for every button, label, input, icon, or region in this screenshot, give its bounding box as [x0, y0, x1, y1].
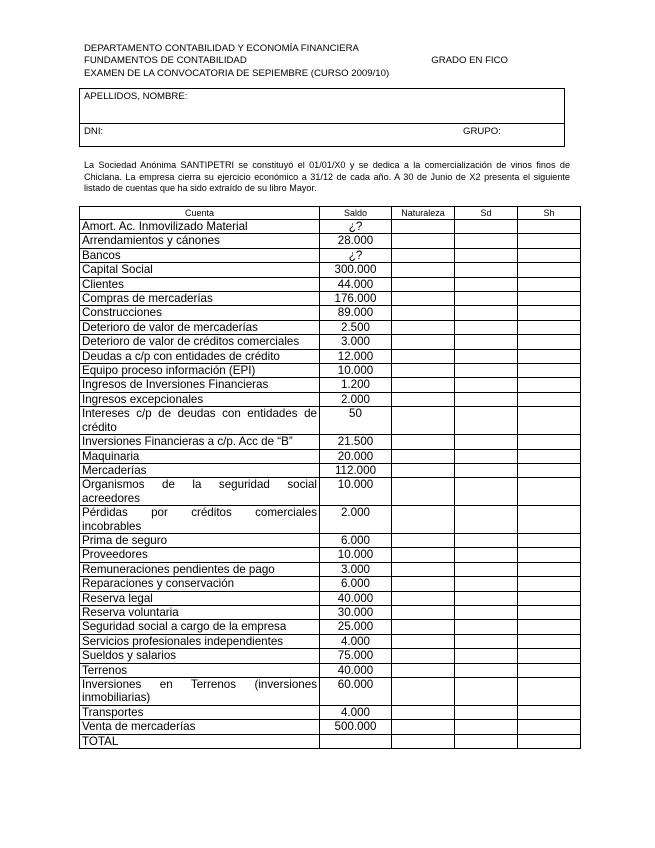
balance-cell: 6.000 [320, 533, 392, 547]
document-header [84, 43, 574, 80]
debit-cell[interactable] [455, 620, 518, 634]
account-name-cell: Construcciones [80, 306, 320, 320]
account-name-cell: Inversiones en Terrenos (inversiones inmobiliarias) [80, 678, 320, 706]
naturaleza-cell[interactable] [392, 734, 455, 748]
account-name-cell: Prima de seguro [80, 533, 320, 547]
table-row [80, 605, 581, 619]
balance-cell: 1.200 [320, 378, 392, 392]
naturaleza-cell[interactable] [392, 392, 455, 406]
naturaleza-cell[interactable] [392, 248, 455, 262]
balance-cell: ¿? [320, 248, 392, 262]
debit-cell[interactable] [455, 463, 518, 477]
debit-cell[interactable] [455, 392, 518, 406]
credit-cell[interactable] [518, 548, 581, 562]
account-name-cell: Proveedores [80, 548, 320, 562]
debit-cell[interactable] [455, 248, 518, 262]
account-name-cell: Transportes [80, 705, 320, 719]
balance-cell: 50 [320, 407, 392, 435]
credit-cell[interactable] [518, 734, 581, 748]
table-row [80, 506, 581, 534]
debit-cell[interactable] [455, 506, 518, 534]
balance-cell: 75.000 [320, 649, 392, 663]
account-name-cell: Reserva voluntaria [80, 605, 320, 619]
table-row [80, 591, 581, 605]
account-name-cell: Reparaciones y conservación [80, 577, 320, 591]
account-name-cell: Servicios profesionales independientes [80, 634, 320, 648]
account-name-cell: Deterioro de valor de mercaderías [80, 320, 320, 334]
balance-cell: 44.000 [320, 277, 392, 291]
debit-cell[interactable] [455, 335, 518, 349]
account-name-cell: Seguridad social a cargo de la empresa [80, 620, 320, 634]
naturaleza-cell[interactable] [392, 378, 455, 392]
balance-cell: 10.000 [320, 548, 392, 562]
table-row [80, 463, 581, 477]
balance-cell: 21.500 [320, 435, 392, 449]
header-saldo: Saldo [320, 207, 392, 220]
debit-cell[interactable] [455, 562, 518, 576]
table-row [80, 548, 581, 562]
credit-cell[interactable] [518, 248, 581, 262]
problem-statement: La Sociedad Anónima SANTIPETRI se constituyó el 01/01/X0 y se dedica a la comercialización de vinos finos de Chiclana. La empresa cierra su ejercicio económico a 31/12 de cada año. A 30 de Junio de X2 presenta el siguiente listado de cuentas que ha sido extraído de su libro Mayor. [84, 160, 570, 194]
debit-cell[interactable] [455, 435, 518, 449]
credit-cell[interactable] [518, 364, 581, 378]
account-name-cell: Clientes [80, 277, 320, 291]
account-name-cell: Pérdidas por créditos comerciales incobrables [80, 506, 320, 534]
debit-cell[interactable] [455, 663, 518, 677]
naturaleza-cell[interactable] [392, 449, 455, 463]
credit-cell[interactable] [518, 678, 581, 706]
table-row [80, 320, 581, 334]
credit-cell[interactable] [518, 263, 581, 277]
table-row [80, 435, 581, 449]
table-row [80, 620, 581, 634]
credit-cell[interactable] [518, 449, 581, 463]
account-name-cell: Bancos [80, 248, 320, 262]
debit-cell[interactable] [455, 591, 518, 605]
table-row [80, 577, 581, 591]
naturaleza-cell[interactable] [392, 577, 455, 591]
credit-cell[interactable] [518, 320, 581, 334]
table-row [80, 364, 581, 378]
naturaleza-cell[interactable] [392, 591, 455, 605]
debit-cell[interactable] [455, 320, 518, 334]
table-row [80, 678, 581, 706]
balance-cell: 25.000 [320, 620, 392, 634]
balance-cell: 28.000 [320, 234, 392, 248]
account-name-cell: Venta de mercaderías [80, 720, 320, 734]
credit-cell[interactable] [518, 663, 581, 677]
credit-cell[interactable] [518, 620, 581, 634]
credit-cell[interactable] [518, 605, 581, 619]
balance-cell: 20.000 [320, 449, 392, 463]
credit-cell[interactable] [518, 705, 581, 719]
balance-cell: 60.000 [320, 678, 392, 706]
account-name-cell: Maquinaria [80, 449, 320, 463]
naturaleza-cell[interactable] [392, 620, 455, 634]
table-row [80, 634, 581, 648]
table-row [80, 705, 581, 719]
debit-cell[interactable] [455, 277, 518, 291]
debit-cell[interactable] [455, 292, 518, 306]
balance-cell: 10.000 [320, 478, 392, 506]
name-label: APELLIDOS, NOMBRE: [84, 91, 188, 102]
debit-cell[interactable] [455, 306, 518, 320]
table-row [80, 533, 581, 547]
table-header-row [80, 207, 581, 220]
credit-cell[interactable] [518, 234, 581, 248]
exam-line: EXAMEN DE LA CONVOCATORIA DE SEPIEMBRE (CURSO 2009/10) [84, 67, 390, 79]
credit-cell[interactable] [518, 349, 581, 363]
credit-cell[interactable] [518, 220, 581, 234]
table-row [80, 277, 581, 291]
group-label: GRUPO: [463, 126, 501, 137]
account-name-cell: Intereses c/p de deudas con entidades de crédito [80, 407, 320, 435]
debit-cell[interactable] [455, 533, 518, 547]
header-sd: Sd [455, 207, 518, 220]
naturaleza-cell[interactable] [392, 678, 455, 706]
credit-cell[interactable] [518, 463, 581, 477]
naturaleza-cell[interactable] [392, 349, 455, 363]
debit-cell[interactable] [455, 449, 518, 463]
account-name-cell: Equipo proceso información (EPI) [80, 364, 320, 378]
balance-cell [320, 734, 392, 748]
account-name-cell: Organismos de la seguridad social acreedores [80, 478, 320, 506]
account-name-cell: TOTAL [80, 734, 320, 748]
debit-cell[interactable] [455, 577, 518, 591]
table-row [80, 478, 581, 506]
naturaleza-cell[interactable] [392, 634, 455, 648]
table-body [80, 220, 581, 749]
credit-cell[interactable] [518, 335, 581, 349]
table-row [80, 248, 581, 262]
table-row [80, 378, 581, 392]
balance-cell: 3.000 [320, 335, 392, 349]
naturaleza-cell[interactable] [392, 320, 455, 334]
credit-cell[interactable] [518, 478, 581, 506]
table-row [80, 306, 581, 320]
account-name-cell: Ingresos excepcionales [80, 392, 320, 406]
naturaleza-cell[interactable] [392, 263, 455, 277]
balance-cell: 500.000 [320, 720, 392, 734]
balance-cell: 89.000 [320, 306, 392, 320]
table-row [80, 335, 581, 349]
header-cuenta: Cuenta [80, 207, 320, 220]
course-row [84, 55, 574, 67]
balance-cell: 12.000 [320, 349, 392, 363]
account-name-cell: Capital Social [80, 263, 320, 277]
table-row [80, 220, 581, 234]
credit-cell[interactable] [518, 392, 581, 406]
credit-cell[interactable] [518, 634, 581, 648]
naturaleza-cell[interactable] [392, 705, 455, 719]
header-sh: Sh [518, 207, 581, 220]
debit-cell[interactable] [455, 364, 518, 378]
table-row [80, 649, 581, 663]
balance-cell: 30.000 [320, 605, 392, 619]
table-row [80, 392, 581, 406]
account-name-cell: Arrendamientos y cánones [80, 234, 320, 248]
header-naturaleza: Naturaleza [392, 207, 455, 220]
credit-cell[interactable] [518, 506, 581, 534]
credit-cell[interactable] [518, 562, 581, 576]
naturaleza-cell[interactable] [392, 605, 455, 619]
accounts-table [79, 206, 581, 749]
credit-cell[interactable] [518, 533, 581, 547]
debit-cell[interactable] [455, 649, 518, 663]
account-name-cell: Ingresos de Inversiones Financieras [80, 378, 320, 392]
naturaleza-cell[interactable] [392, 478, 455, 506]
debit-cell[interactable] [455, 634, 518, 648]
account-name-cell: Mercaderías [80, 463, 320, 477]
table-row [80, 234, 581, 248]
naturaleza-cell[interactable] [392, 306, 455, 320]
balance-cell: 40.000 [320, 663, 392, 677]
naturaleza-cell[interactable] [392, 220, 455, 234]
balance-cell: 112.000 [320, 463, 392, 477]
balance-cell: 2.000 [320, 506, 392, 534]
naturaleza-cell[interactable] [392, 234, 455, 248]
naturaleza-cell[interactable] [392, 663, 455, 677]
naturaleza-cell[interactable] [392, 506, 455, 534]
debit-cell[interactable] [455, 705, 518, 719]
table-row [80, 292, 581, 306]
table-row [80, 407, 581, 435]
debit-cell[interactable] [455, 605, 518, 619]
table-row [80, 263, 581, 277]
balance-cell: 4.000 [320, 634, 392, 648]
debit-cell[interactable] [455, 720, 518, 734]
debit-cell[interactable] [455, 548, 518, 562]
dni-group-row [80, 124, 564, 146]
debit-cell[interactable] [455, 734, 518, 748]
degree-name: GRADO EN FICO [431, 55, 508, 67]
account-name-cell: Deterioro de valor de créditos comerciales [80, 335, 320, 349]
credit-cell[interactable] [518, 435, 581, 449]
account-name-cell: Inversiones Financieras a c/p. Acc de “B” [80, 435, 320, 449]
balance-cell: ¿? [320, 220, 392, 234]
debit-cell[interactable] [455, 234, 518, 248]
account-name-cell: Sueldos y salarios [80, 649, 320, 663]
account-name-cell: Deudas a c/p con entidades de crédito [80, 349, 320, 363]
account-name-cell: Reserva legal [80, 591, 320, 605]
department-line: DEPARTAMENTO CONTABILIDAD Y ECONOMÍA FINANCIERA [84, 43, 359, 54]
credit-cell[interactable] [518, 591, 581, 605]
course-name: FUNDAMENTOS DE CONTABILIDAD [84, 55, 247, 67]
table-row [80, 663, 581, 677]
debit-cell[interactable] [455, 678, 518, 706]
credit-cell[interactable] [518, 720, 581, 734]
naturaleza-cell[interactable] [392, 533, 455, 547]
balance-cell: 4.000 [320, 705, 392, 719]
debit-cell[interactable] [455, 478, 518, 506]
naturaleza-cell[interactable] [392, 649, 455, 663]
table-row [80, 349, 581, 363]
balance-cell: 300.000 [320, 263, 392, 277]
balance-cell: 10.000 [320, 364, 392, 378]
naturaleza-cell[interactable] [392, 463, 455, 477]
credit-cell[interactable] [518, 649, 581, 663]
balance-cell: 6.000 [320, 577, 392, 591]
debit-cell[interactable] [455, 263, 518, 277]
table-row [80, 562, 581, 576]
student-id-box [79, 88, 565, 147]
credit-cell[interactable] [518, 292, 581, 306]
credit-cell[interactable] [518, 407, 581, 435]
account-name-cell: Compras de mercaderías [80, 292, 320, 306]
table-row [80, 720, 581, 734]
naturaleza-cell[interactable] [392, 407, 455, 435]
debit-cell[interactable] [455, 378, 518, 392]
credit-cell[interactable] [518, 577, 581, 591]
balance-cell: 3.000 [320, 562, 392, 576]
balance-cell: 2.000 [320, 392, 392, 406]
balance-cell: 176.000 [320, 292, 392, 306]
debit-cell[interactable] [455, 349, 518, 363]
credit-cell[interactable] [518, 277, 581, 291]
table-row [80, 734, 581, 748]
account-name-cell: Terrenos [80, 663, 320, 677]
debit-cell[interactable] [455, 220, 518, 234]
debit-cell[interactable] [455, 407, 518, 435]
naturaleza-cell[interactable] [392, 562, 455, 576]
naturaleza-cell[interactable] [392, 364, 455, 378]
naturaleza-cell[interactable] [392, 292, 455, 306]
account-name-cell: Amort. Ac. Inmovilizado Material [80, 220, 320, 234]
balance-cell: 40.000 [320, 591, 392, 605]
naturaleza-cell[interactable] [392, 277, 455, 291]
naturaleza-cell[interactable] [392, 435, 455, 449]
credit-cell[interactable] [518, 306, 581, 320]
naturaleza-cell[interactable] [392, 548, 455, 562]
credit-cell[interactable] [518, 378, 581, 392]
naturaleza-cell[interactable] [392, 720, 455, 734]
account-name-cell: Remuneraciones pendientes de pago [80, 562, 320, 576]
naturaleza-cell[interactable] [392, 335, 455, 349]
balance-cell: 2.500 [320, 320, 392, 334]
name-field[interactable] [80, 89, 564, 124]
table-row [80, 449, 581, 463]
dni-label: DNI: [84, 126, 104, 137]
